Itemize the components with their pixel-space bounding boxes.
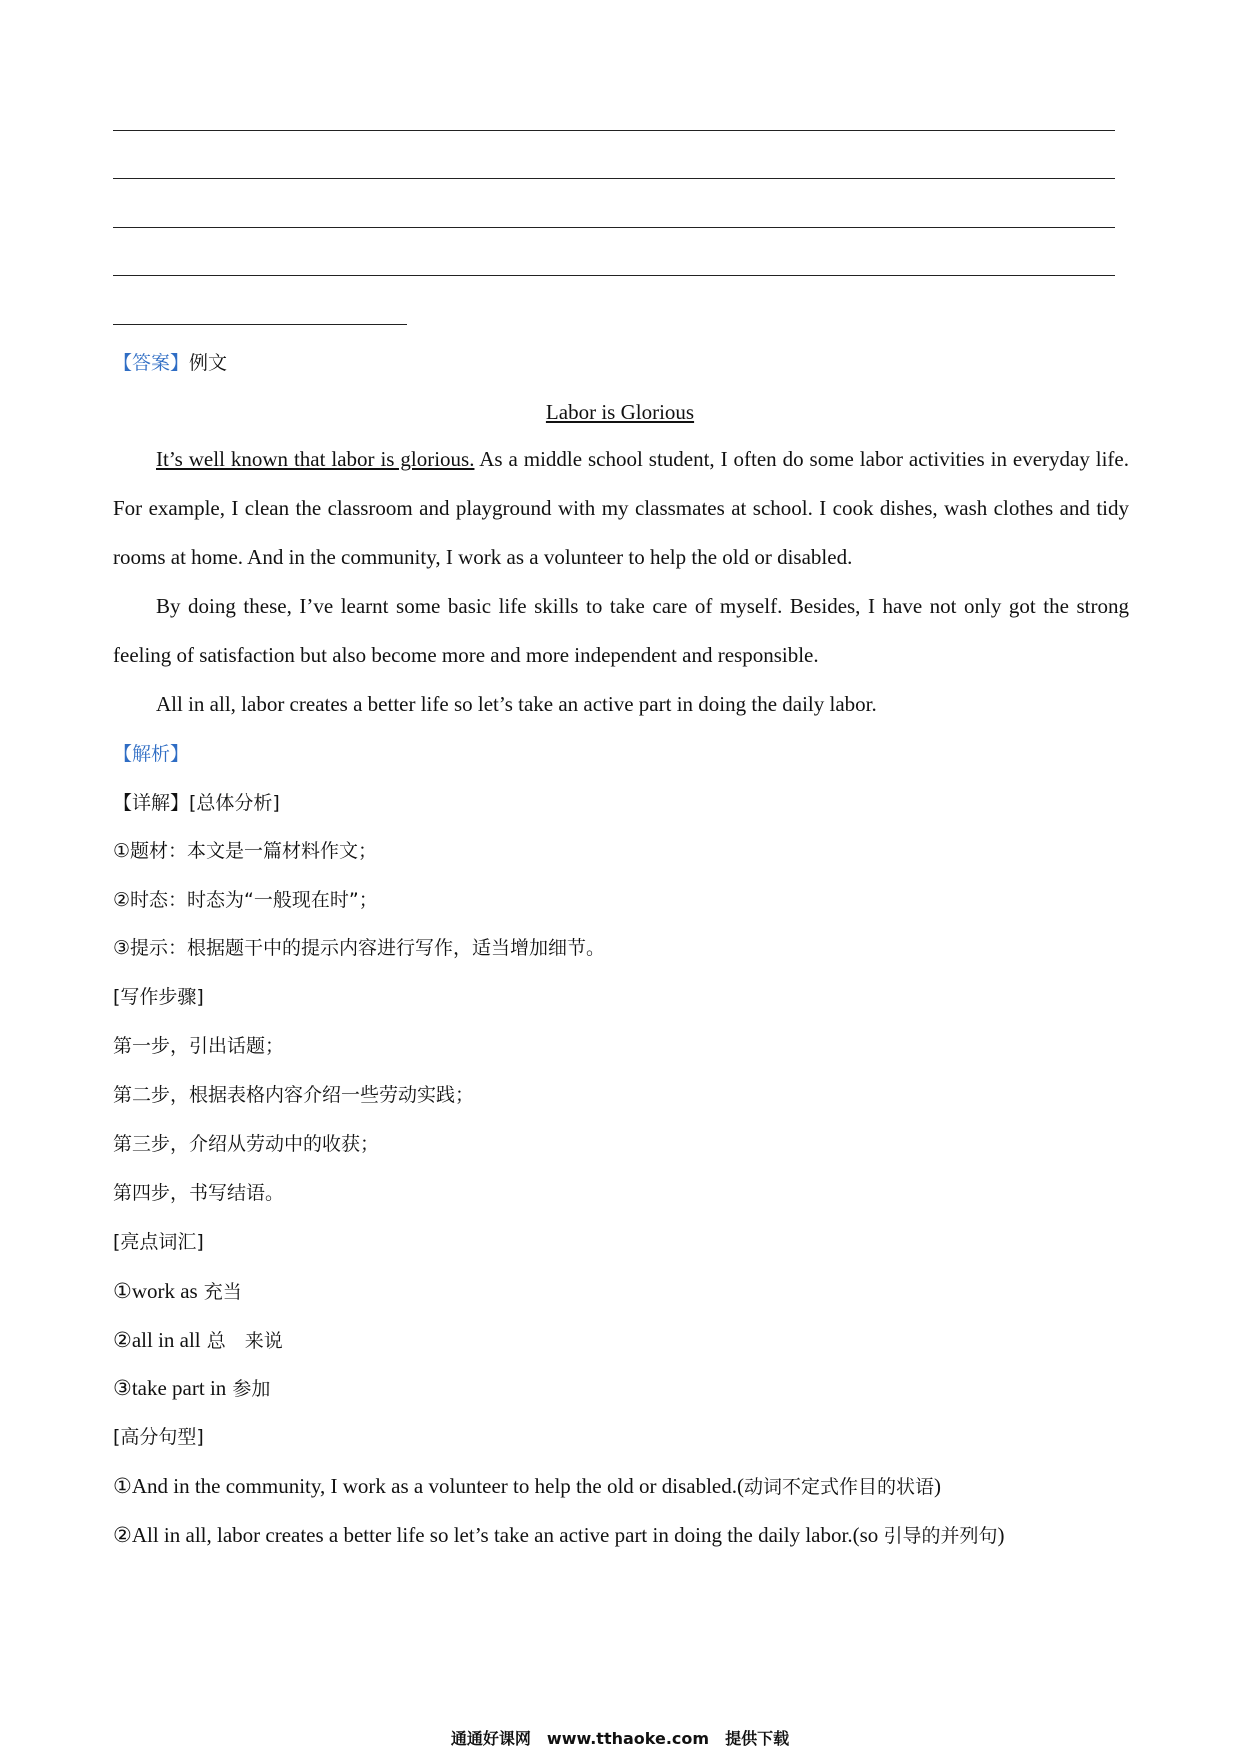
essay-paragraph-2: By doing these, I’ve learnt some basic life skills to take care of myself. Besides, I have not only got the strong feeling of satisfaction but also become more and more independent and responsible. [113,594,1129,667]
underlined-topic-sentence: It’s well known that labor is glorious. [156,447,475,471]
overview-item: ②时态：时态为“一般现在时”； [113,889,378,911]
detail-heading [113,789,280,816]
writing-line-short [113,324,407,325]
step-item: 第二步，根据表格内容介绍一些劳动实践； [113,1084,475,1106]
essay-paragraph-1: It’s well known that labor is glorious. As a middle school student, I often do some labor activities in everyday life. For example, I clean the classroom and playground with my classmates at school. I cook dishes, wash clothes and tidy rooms at home. And in the community, I work as a volunteer to help the old or disabled. [113,447,1129,569]
sentence-item: ②All in all, labor creates a better life so let’s take an active part in doing the daily labor.(so 引导的并列句) [113,1523,1005,1547]
answer-tag: 【答案】 [113,352,190,374]
analysis-tag: 【解析】 [113,743,190,765]
detail-label: [总体分析] [189,792,280,814]
step-item: 第三步，介绍从劳动中的收获； [113,1133,380,1155]
answer-label: 例文 [189,352,228,374]
sentences-heading: [高分句型] [113,1426,204,1448]
step-item: 第一步，引出话题； [113,1035,285,1057]
overview-item: ③提示：根据题干中的提示内容进行写作，适当增加细节。 [113,937,606,959]
vocab-item: ②all in all 总 来说 [113,1328,283,1352]
detail-tag: 【详解】 [113,792,190,814]
writing-line [113,130,1115,131]
page-footer: 通通好课网 www.tthaoke.com 提供下载 [450,1729,790,1748]
writing-line [113,178,1115,179]
vocab-item: ①work as 充当 [113,1279,242,1303]
writing-line [113,275,1115,276]
essay-paragraph-3: All in all, labor creates a better life so let’s take an active part in doing the daily labor. [156,692,877,716]
essay-title: Labor is Glorious [545,400,695,424]
writing-line [113,227,1115,228]
sentence-item: ①And in the community, I work as a volunteer to help the old or disabled.(动词不定式作目的状语) [113,1474,942,1498]
steps-heading: [写作步骤] [113,986,204,1008]
vocab-heading: [亮点词汇] [113,1231,204,1253]
step-item: 第四步，书写结语。 [113,1182,285,1204]
vocab-item: ③take part in 参加 [113,1376,271,1400]
overview-item: ①题材：本文是一篇材料作文； [113,840,378,862]
answer-heading [113,349,227,376]
